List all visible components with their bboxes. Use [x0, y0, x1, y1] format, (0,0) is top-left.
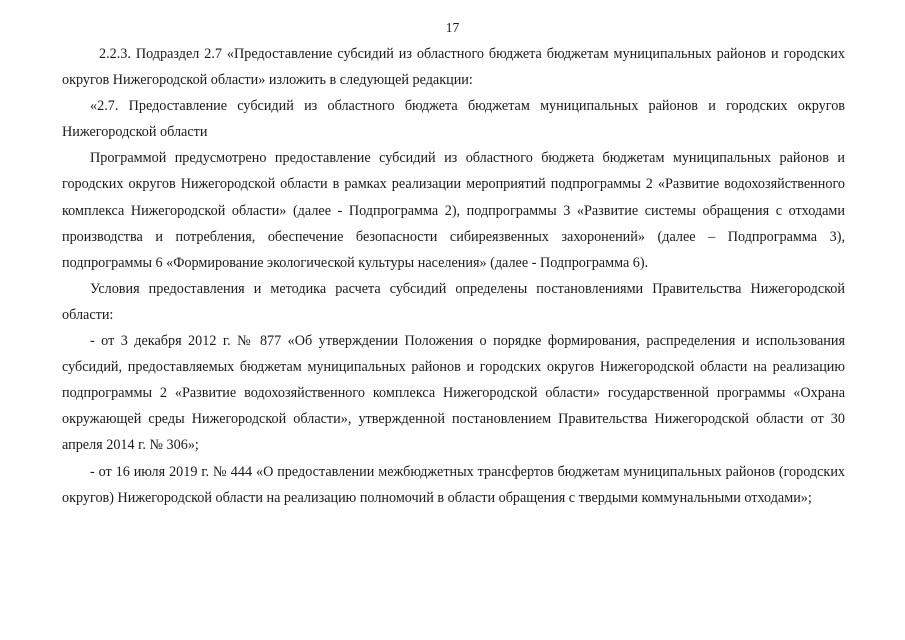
paragraph-resolution-877: - от 3 декабря 2012 г. № 877 «Об утверждении Положения о порядке формирования, распределения и использования субсидий, предоставляемых бюджетам муниципальных районов и городских округов Нижегородской области на реализацию подпрограммы 2 «Развитие водохозяйственного комплекса Нижегородской области» государственной программы «Охрана окружающей среды Нижегородской области», утвержденной постановлением Правительства Нижегородской области от 30 апреля 2014 г. № 306»; — [62, 333, 845, 454]
paragraph-program-description: Программой предусмотрено предоставление субсидий из областного бюджета бюджетам муниципальных районов и городских округов Нижегородской области в рамках реализации мероприятий подпрограммы 2 «Развитие водохозяйственного комплекса Нижегородской области» (далее - Подпрограмма 2), подпрограммы 3 «Развитие системы обращения с отходами производства и потребления, обеспечение безопасности сибиреязвенных захоронений» (далее – Подпрограмма 3), подпрограммы 6 «Формирование экологической культуры населения» (далее - Подпрограмма 6). — [62, 150, 845, 271]
page-number: 17 — [445, 20, 460, 35]
document-body — [62, 41, 845, 511]
paragraph-subsection-heading: «2.7. Предоставление субсидий из областного бюджета бюджетам муниципальных районов и городских округов Нижегородской области — [62, 98, 845, 141]
paragraph-section-amendment: 2.2.3. Подраздел 2.7 «Предоставление субсидий из областного бюджета бюджетам муниципальных районов и городских округов Нижегородской области» изложить в следующей редакции: — [62, 46, 845, 89]
paragraph-resolution-444: - от 16 июля 2019 г. № 444 «О предоставлении межбюджетных трансфертов бюджетам муниципальных районов (городских округов) Нижегородской области на реализацию полномочий в области обращения с твердыми коммунальными отходами»; — [62, 463, 845, 506]
paragraph-conditions: Условия предоставления и методика расчета субсидий определены постановлениями Правительства Нижегородской области: — [62, 280, 845, 323]
